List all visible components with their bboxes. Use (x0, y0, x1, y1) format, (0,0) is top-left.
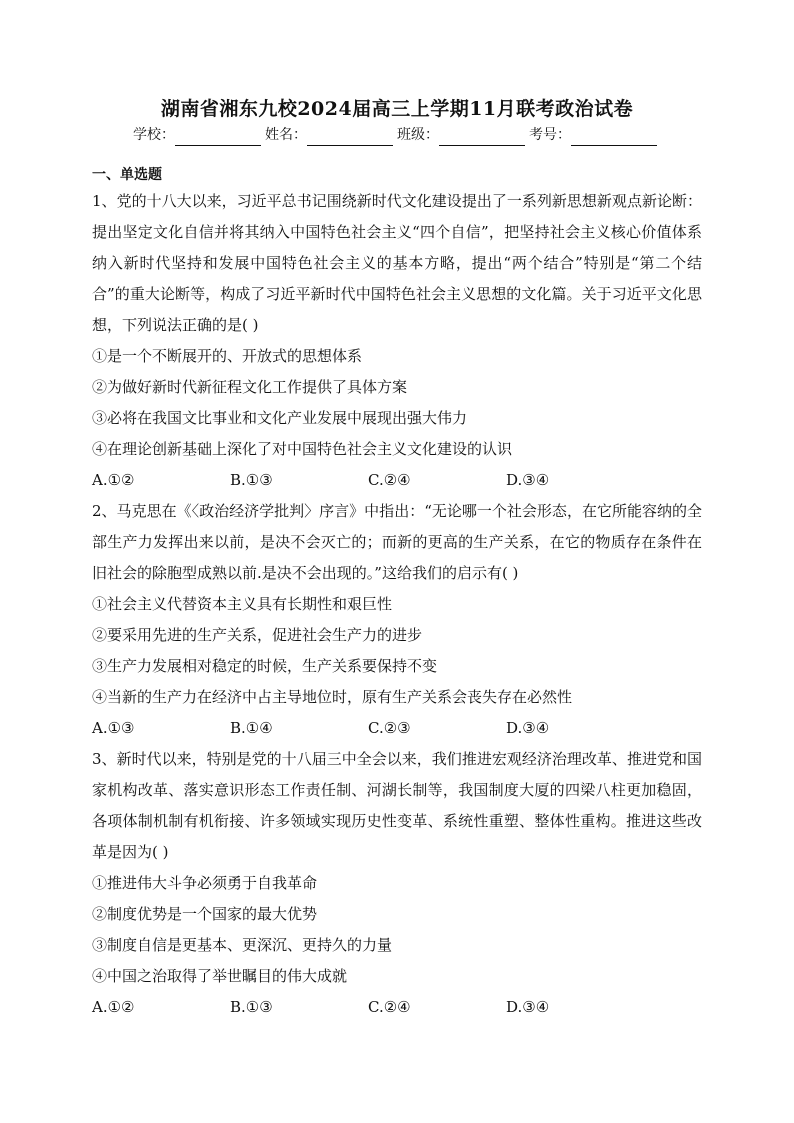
name-field (265, 124, 397, 146)
number-blank (571, 129, 657, 146)
page-title: 湖南省湘东九校2024届高三上学期11月联考政治试卷 (160, 98, 634, 120)
question-option: ①推进伟大斗争必须勇于自我革命 (92, 874, 318, 892)
number-field (529, 124, 661, 146)
name-label: 姓名： (265, 127, 307, 143)
question-option: ②要采用先进的生产关系，促进社会生产力的进步 (92, 626, 423, 644)
question-1 (92, 186, 702, 496)
answer-choice-b: B.①④ (230, 719, 273, 737)
answer-choices (92, 992, 702, 1023)
question-stem: 1、党的十八大以来，习近平总书记围绕新时代文化建设提出了一系列新思想新观点新论断：提出坚定文化自信并将其纳入中国特色社会主义“四个自信”，把坚持社会主义核心价值体系纳入新时代坚持和发展中国特色社会主义的基本方略，提出“两个结合”特别是“第二个结合”的重大论断等，构成了习近平新时代中国特色社会主义思想的文化篇。关于习近平文化思想，下列说法正确的是( ) (92, 192, 702, 334)
answer-choice-d: D.③④ (506, 719, 550, 737)
answer-choices (92, 465, 702, 496)
question-option: ②制度优势是一个国家的最大优势 (92, 905, 318, 923)
question-option: ①是一个不断展开的、开放式的思想体系 (92, 347, 363, 365)
question-option: ③必将在我国文比事业和文化产业发展中展现出强大伟力 (92, 409, 468, 427)
answer-choice-c: C.②④ (368, 998, 411, 1016)
school-field (133, 124, 265, 146)
question-stem: 2、马克思在《〈政治经济学批判〉序言》中指出：“无论哪一个社会形态，在它所能容纳的全部生产力发挥出来以前，是决不会灭亡的；而新的更高的生产关系，在它的物质存在条件在旧社会的除胞型成熟以前.是决不会出现的。”这给我们的启示有( ) (92, 502, 702, 582)
question-option: ③生产力发展相对稳定的时候，生产关系要保持不变 (92, 657, 438, 675)
question-option: ④当新的生产力在经济中占主导地位时，原有生产关系会丧失存在必然性 (92, 688, 573, 706)
name-blank (307, 129, 393, 146)
school-label: 学校： (133, 127, 175, 143)
answer-choice-b: B.①③ (230, 998, 273, 1016)
answer-choice-d: D.③④ (506, 471, 550, 489)
class-field (397, 124, 529, 146)
answer-choice-b: B.①③ (230, 471, 273, 489)
question-option: ③制度自信是更基本、更深沉、更持久的力量 (92, 936, 393, 954)
question-option: ②为做好新时代新征程文化工作提供了具体方案 (92, 378, 408, 396)
answer-choices (92, 713, 702, 744)
question-option: ④在理论创新基础上深化了对中国特色社会主义文化建设的认识 (92, 440, 513, 458)
number-label: 考号： (529, 127, 571, 143)
question-option: ④中国之治取得了举世瞩目的伟大成就 (92, 967, 348, 985)
answer-choice-a: A.①③ (92, 719, 135, 737)
question-3 (92, 744, 702, 1023)
answer-choice-d: D.③④ (506, 998, 550, 1016)
question-option: ①社会主义代替资本主义具有长期性和艰巨性 (92, 595, 393, 613)
answer-choice-a: A.①② (92, 998, 135, 1016)
school-blank (175, 129, 261, 146)
class-label: 班级： (397, 127, 439, 143)
section-title: 一、单选题 (92, 167, 162, 183)
class-blank (439, 129, 525, 146)
question-2 (92, 496, 702, 744)
student-info-row (92, 124, 702, 146)
answer-choice-c: C.②③ (368, 719, 411, 737)
answer-choice-a: A.①② (92, 471, 135, 489)
question-stem: 3、新时代以来，特别是党的十八届三中全会以来，我们推进宏观经济治理改革、推进党和国家机构改革、落实意识形态工作责任制、河湖长制等，我国制度大厦的四梁八柱更加稳固，各项体制机制有机衔接、许多领域实现历史性变革、系统性重塑、整体性重构。推进这些改革是因为( ) (92, 750, 702, 861)
answer-choice-c: C.②④ (368, 471, 411, 489)
